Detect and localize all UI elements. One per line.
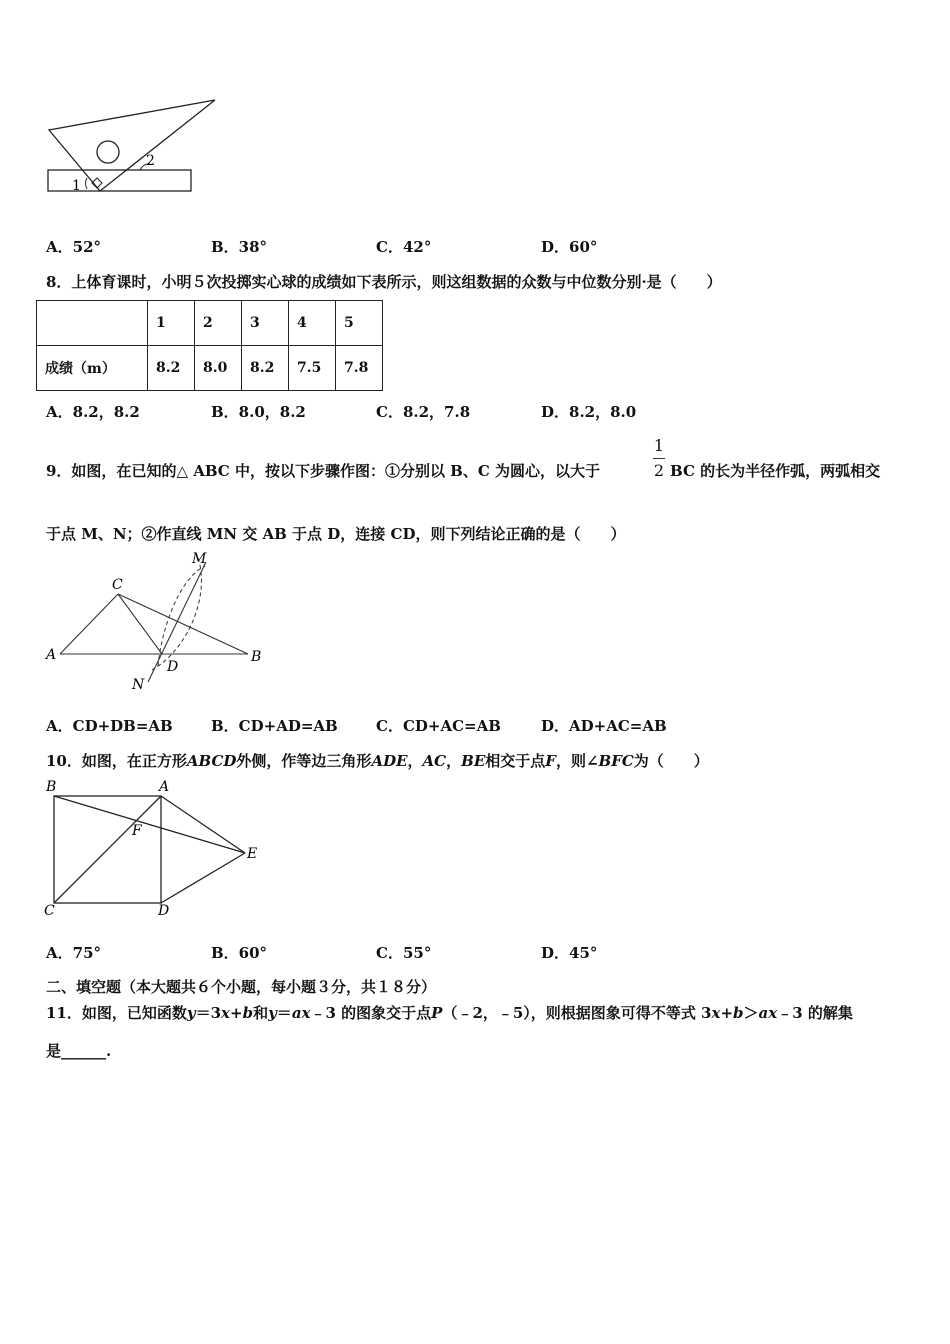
q10-option-a[interactable]: A．75° [46,944,102,962]
table-header-cell: 1 [148,301,195,346]
q10-label-e: E [247,846,258,862]
q8-stem: 8．上体育课时，小明５次投掷实心球的成绩如下表所示，则这组数据的众数与中位数分别·是（ ） [46,273,722,291]
q9-stem-part2: BC 的长为半径作弧，两弧相交 [670,462,881,480]
q10-label-a: A [159,779,170,795]
table-cell: 8.2 [148,346,195,391]
q9-label-c: C [112,577,123,593]
q10-option-c[interactable]: C．55° [376,944,432,962]
angle-label-1: 1 [72,178,81,194]
q11-stem: 11．如图，已知函数y＝3x+b和y＝ax﹣3 的图象交于点P（﹣2，﹣5），则根据图象可得不等式 3x+b＞ax﹣3 的解集 [46,1004,853,1022]
q9-stem-part1: 9．如图，在已知的△ ABC 中，按以下步骤作图：①分别以 B、C 为圆心，以大于 [46,462,601,480]
table-cell: 8.0 [195,346,242,391]
q10-label-b: B [46,779,57,795]
table-row [37,346,383,391]
q9-label-a: A [46,647,57,663]
table-row [37,301,383,346]
q10-figure [40,776,270,921]
q10-option-d[interactable]: D．45° [541,944,598,962]
q9-fraction-denominator: 2 [653,461,665,480]
q9-option-c[interactable]: C．CD+AC=AB [376,717,501,735]
q8-score-table [36,300,383,391]
q9-option-b[interactable]: B．CD+AD=AB [211,717,338,735]
q8-option-d[interactable]: D．8.2，8.0 [541,403,637,421]
q10-stem: 10．如图，在正方形ABCD外侧，作等边三角形ADE，AC，BE相交于点F，则∠BFC为（ ） [46,752,709,770]
q11-answer-blank-line[interactable]: 是______. [46,1042,112,1060]
q9-label-m: M [192,551,207,567]
q7-option-a[interactable]: A．52° [46,238,102,256]
table-header-cell: 3 [242,301,289,346]
ruler-rectangle [48,170,191,191]
q9-label-b: B [251,649,262,665]
q8-option-c[interactable]: C．8.2，7.8 [376,403,471,421]
section-2-title: 二、填空题（本大题共６个小题，每小题３分，共１８分） [46,978,437,996]
table-cell: 7.8 [336,346,383,391]
q9-stem-line2: 于点 M、N；②作直线 MN 交 AB 于点 D，连接 CD，则下列结论正确的是（ ） [46,525,626,543]
table-row-label: 成绩（m） [37,346,148,391]
q8-option-a[interactable]: A．8.2，8.2 [46,403,140,421]
q9-label-n: N [132,677,145,693]
q9-figure [40,548,270,696]
q10-label-f: F [132,823,142,839]
table-cell: 8.2 [242,346,289,391]
q10-label-c: C [44,903,55,919]
q10-label-d: D [158,903,170,919]
table-header-cell: 4 [289,301,336,346]
q7-figure [40,95,225,200]
q9-fraction-numerator: 1 [653,436,665,455]
q9-option-d[interactable]: D．AD+AC=AB [541,717,667,735]
table-header-cell: 2 [195,301,242,346]
table-header-cell: 5 [336,301,383,346]
q10-option-b[interactable]: B．60° [211,944,268,962]
triangle-hole-circle [97,141,119,163]
q9-option-a[interactable]: A．CD+DB=AB [46,717,173,735]
q8-option-b[interactable]: B．8.0，8.2 [211,403,306,421]
angle-1-arc [86,178,88,189]
q7-option-b[interactable]: B．38° [211,238,268,256]
table-cell: 7.5 [289,346,336,391]
q9-fraction-bar [653,458,665,459]
q7-option-c[interactable]: C．42° [376,238,432,256]
angle-label-2: 2 [146,153,155,169]
q9-label-d: D [167,659,179,675]
q7-option-d[interactable]: D．60° [541,238,598,256]
table-header-cell [37,301,148,346]
